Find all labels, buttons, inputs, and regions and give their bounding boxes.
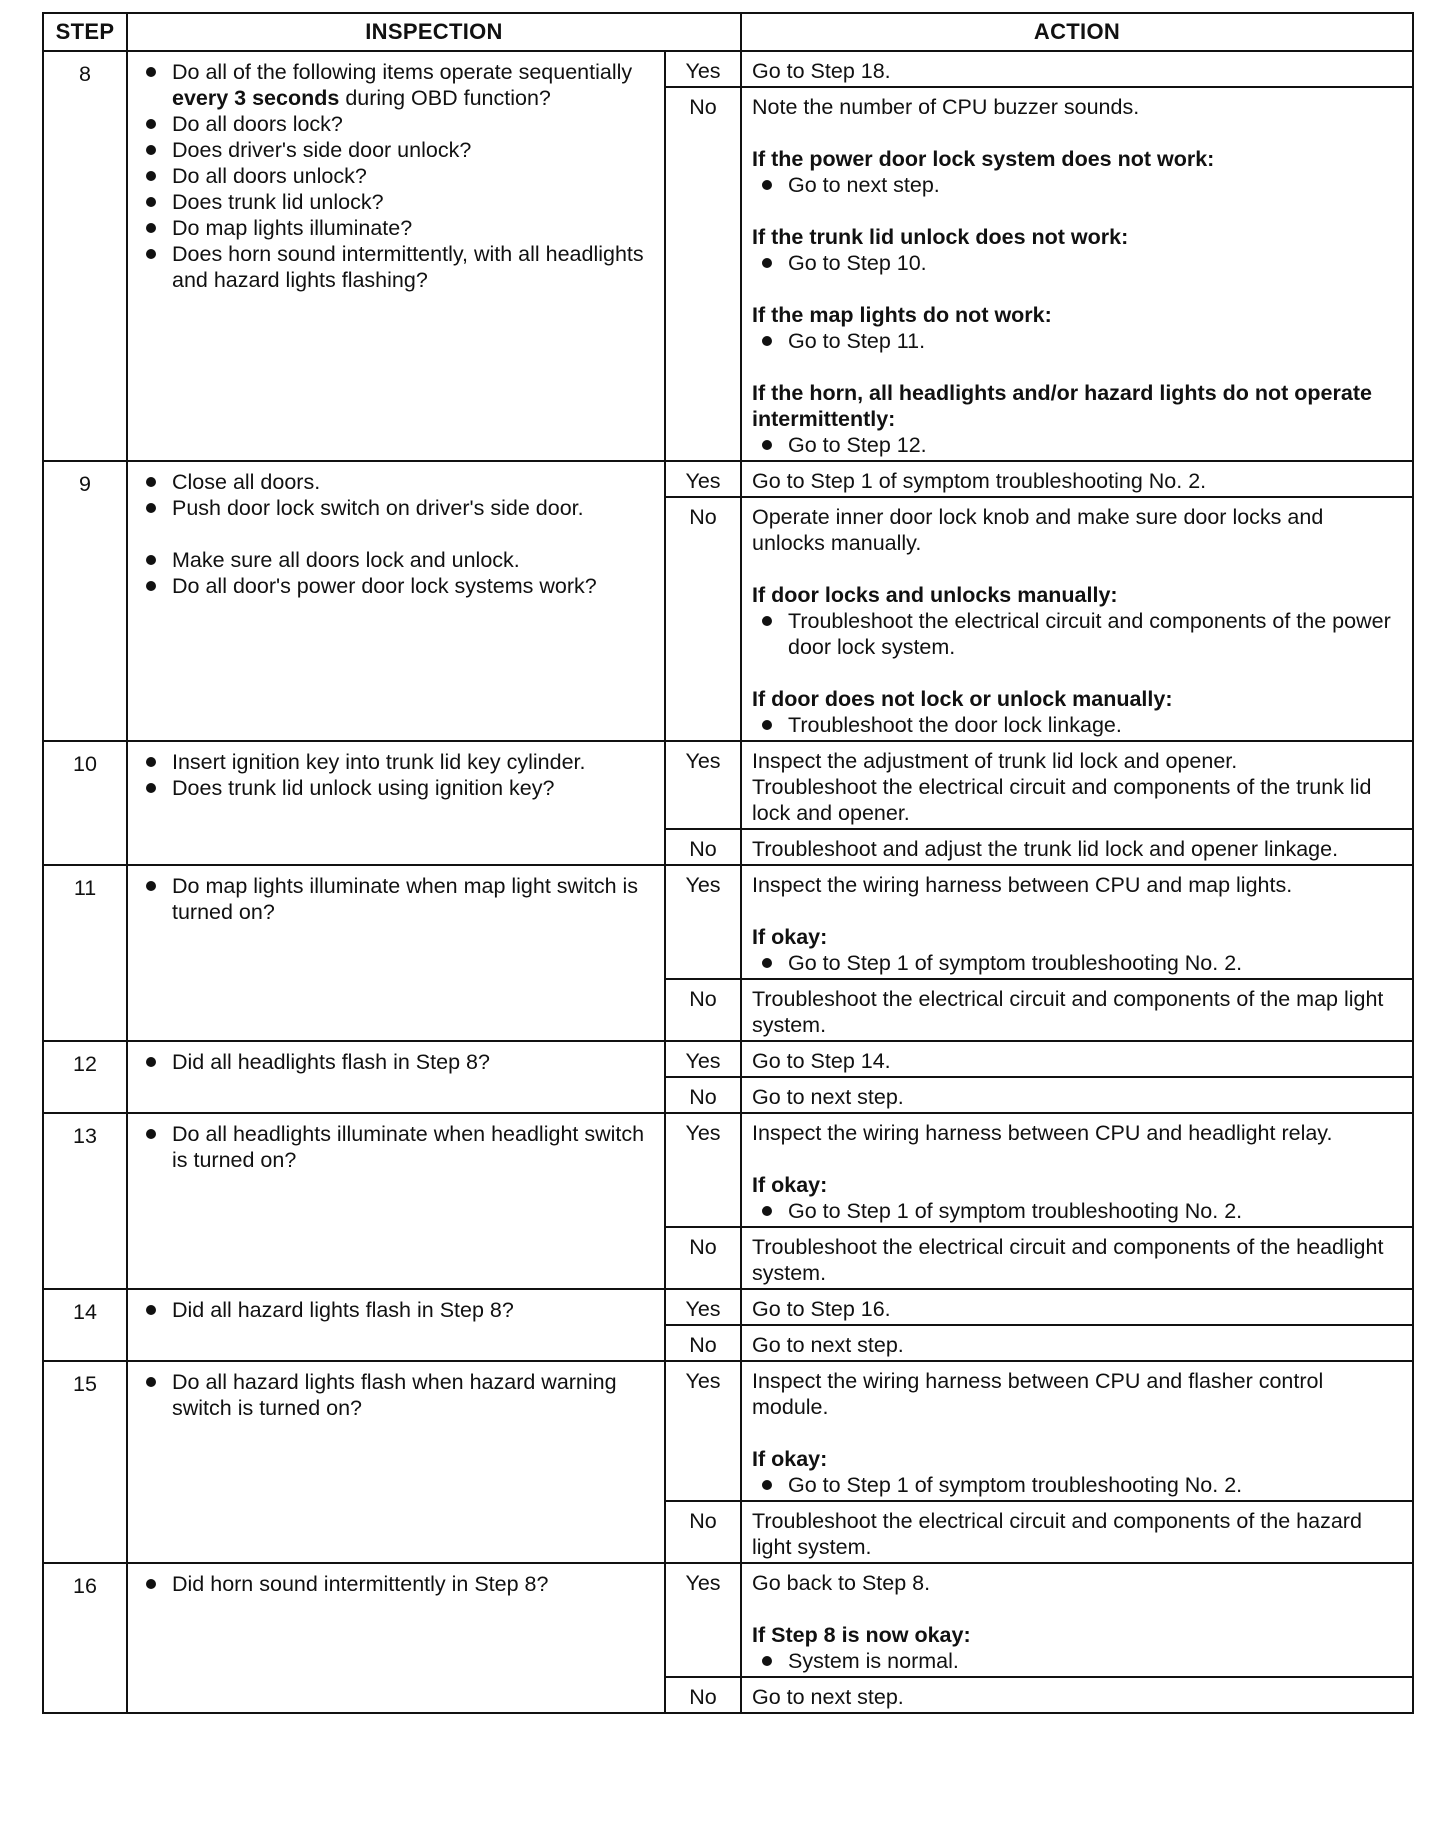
yes-label: Yes — [665, 865, 741, 979]
action-item: Go to Step 12. — [752, 432, 1402, 458]
action-item: Troubleshoot the door lock linkage. — [752, 712, 1402, 738]
action-condition: If the horn, all headlights and/or hazard lights do not operate intermittently: — [752, 381, 1372, 431]
action-item: System is normal. — [752, 1648, 1402, 1674]
yes-label: Yes — [665, 1563, 741, 1677]
table-row — [43, 1289, 1413, 1325]
no-action: Go to next step. — [741, 1677, 1413, 1713]
no-label: No — [665, 1227, 741, 1289]
inspection-cell — [127, 51, 665, 461]
header-inspection: INSPECTION — [127, 13, 741, 51]
action-condition: If Step 8 is now okay: — [752, 1623, 971, 1647]
yes-label: Yes — [665, 1289, 741, 1325]
action-condition: If door does not lock or unlock manually: — [752, 687, 1173, 711]
table-header-row — [43, 13, 1413, 51]
step-number: 9 — [43, 461, 127, 741]
inspection-item: Do all hazard lights flash when hazard warning switch is turned on? — [142, 1369, 656, 1421]
inspection-cell — [127, 741, 665, 865]
action-condition: If okay: — [752, 1173, 828, 1197]
step-number: 10 — [43, 741, 127, 865]
step-number: 13 — [43, 1113, 127, 1289]
inspection-item: Did horn sound intermittently in Step 8? — [142, 1571, 656, 1597]
inspection-item: Does trunk lid unlock? — [142, 189, 656, 215]
yes-label: Yes — [665, 741, 741, 829]
no-label: No — [665, 829, 741, 865]
action-condition: If the trunk lid unlock does not work: — [752, 225, 1129, 249]
table-row — [43, 1563, 1413, 1677]
action-condition: If door locks and unlocks manually: — [752, 583, 1118, 607]
table-row — [43, 461, 1413, 497]
step-number: 8 — [43, 51, 127, 461]
step-number: 11 — [43, 865, 127, 1041]
table-row — [43, 1361, 1413, 1501]
yes-action — [741, 741, 1413, 829]
inspection-item: Did all headlights flash in Step 8? — [142, 1049, 656, 1075]
inspection-item: Make sure all doors lock and unlock. — [142, 547, 656, 573]
header-action: ACTION — [741, 13, 1413, 51]
step-number: 16 — [43, 1563, 127, 1713]
action-item: Go to Step 10. — [752, 250, 1402, 276]
yes-action: Go to Step 1 of symptom troubleshooting No. 2. — [741, 461, 1413, 497]
no-label: No — [665, 497, 741, 741]
no-label: No — [665, 1077, 741, 1113]
yes-label: Yes — [665, 51, 741, 87]
inspection-item: Does horn sound intermittently, with all headlights and hazard lights flashing? — [142, 241, 656, 293]
yes-action — [741, 865, 1413, 979]
no-label: No — [665, 87, 741, 461]
inspection-item: Do all headlights illuminate when headlight switch is turned on? — [142, 1121, 656, 1173]
yes-label: Yes — [665, 461, 741, 497]
step-number: 15 — [43, 1361, 127, 1563]
table-row — [43, 51, 1413, 87]
yes-action: Go to Step 18. — [741, 51, 1413, 87]
no-action — [741, 497, 1413, 741]
no-action: Go to next step. — [741, 1077, 1413, 1113]
yes-action — [741, 1113, 1413, 1227]
table-row — [43, 741, 1413, 829]
action-item: Troubleshoot the electrical circuit and components of the power door lock system. — [752, 608, 1402, 660]
inspection-item: Insert ignition key into trunk lid key cylinder. — [142, 749, 656, 775]
inspection-item: Did all hazard lights flash in Step 8? — [142, 1297, 656, 1323]
yes-action: Go to Step 14. — [741, 1041, 1413, 1077]
no-action: Troubleshoot the electrical circuit and components of the hazard light system. — [741, 1501, 1413, 1563]
no-action — [741, 87, 1413, 461]
troubleshooting-table — [42, 12, 1414, 1714]
action-text: Inspect the wiring harness between CPU and map lights. — [752, 873, 1293, 897]
no-label: No — [665, 1325, 741, 1361]
inspection-cell — [127, 865, 665, 1041]
no-action: Troubleshoot the electrical circuit and components of the headlight system. — [741, 1227, 1413, 1289]
action-condition: If okay: — [752, 925, 828, 949]
action-item: Go to next step. — [752, 172, 1402, 198]
table-row — [43, 865, 1413, 979]
action-text: Inspect the adjustment of trunk lid lock and opener. — [752, 749, 1238, 773]
inspection-cell — [127, 1289, 665, 1361]
yes-label: Yes — [665, 1041, 741, 1077]
table-row — [43, 1041, 1413, 1077]
inspection-item: Do all of the following items operate sequentially every 3 seconds during OBD function? — [142, 59, 656, 111]
inspection-item: Do all doors unlock? — [142, 163, 656, 189]
inspection-cell — [127, 1113, 665, 1289]
inspection-item: Push door lock switch on driver's side door. — [142, 495, 656, 521]
inspection-item: Do map lights illuminate when map light switch is turned on? — [142, 873, 656, 925]
yes-action — [741, 1361, 1413, 1501]
yes-label: Yes — [665, 1113, 741, 1227]
no-action: Troubleshoot the electrical circuit and components of the map light system. — [741, 979, 1413, 1041]
inspection-cell — [127, 1041, 665, 1113]
yes-label: Yes — [665, 1361, 741, 1501]
inspection-item: Does driver's side door unlock? — [142, 137, 656, 163]
action-item: Go to Step 11. — [752, 328, 1402, 354]
yes-action — [741, 1563, 1413, 1677]
step-number: 12 — [43, 1041, 127, 1113]
action-text: Troubleshoot the electrical circuit and components of the trunk lid lock and opener. — [752, 775, 1372, 825]
action-item: Go to Step 1 of symptom troubleshooting No. 2. — [752, 1198, 1402, 1224]
no-action: Go to next step. — [741, 1325, 1413, 1361]
step-number: 14 — [43, 1289, 127, 1361]
inspection-cell — [127, 1361, 665, 1563]
inspection-item: Do map lights illuminate? — [142, 215, 656, 241]
inspection-item: Close all doors. — [142, 469, 656, 495]
no-label: No — [665, 1501, 741, 1563]
action-text: Go back to Step 8. — [752, 1571, 931, 1595]
inspection-cell — [127, 461, 665, 741]
inspection-item: Do all door's power door lock systems work? — [142, 573, 656, 599]
inspection-item: Do all doors lock? — [142, 111, 656, 137]
table-row — [43, 1113, 1413, 1227]
action-condition: If okay: — [752, 1447, 828, 1471]
no-label: No — [665, 1677, 741, 1713]
inspection-item: Does trunk lid unlock using ignition key? — [142, 775, 656, 801]
no-action: Troubleshoot and adjust the trunk lid lock and opener linkage. — [741, 829, 1413, 865]
action-text: Operate inner door lock knob and make sure door locks and unlocks manually. — [752, 505, 1324, 555]
action-text: Inspect the wiring harness between CPU and headlight relay. — [752, 1121, 1333, 1145]
action-text: Inspect the wiring harness between CPU and flasher control module. — [752, 1369, 1324, 1419]
action-item: Go to Step 1 of symptom troubleshooting No. 2. — [752, 950, 1402, 976]
inspection-cell — [127, 1563, 665, 1713]
action-condition: If the map lights do not work: — [752, 303, 1052, 327]
action-condition: If the power door lock system does not work: — [752, 147, 1215, 171]
action-text: Note the number of CPU buzzer sounds. — [752, 95, 1140, 119]
header-step: STEP — [43, 13, 127, 51]
yes-action: Go to Step 16. — [741, 1289, 1413, 1325]
no-label: No — [665, 979, 741, 1041]
action-item: Go to Step 1 of symptom troubleshooting No. 2. — [752, 1472, 1402, 1498]
